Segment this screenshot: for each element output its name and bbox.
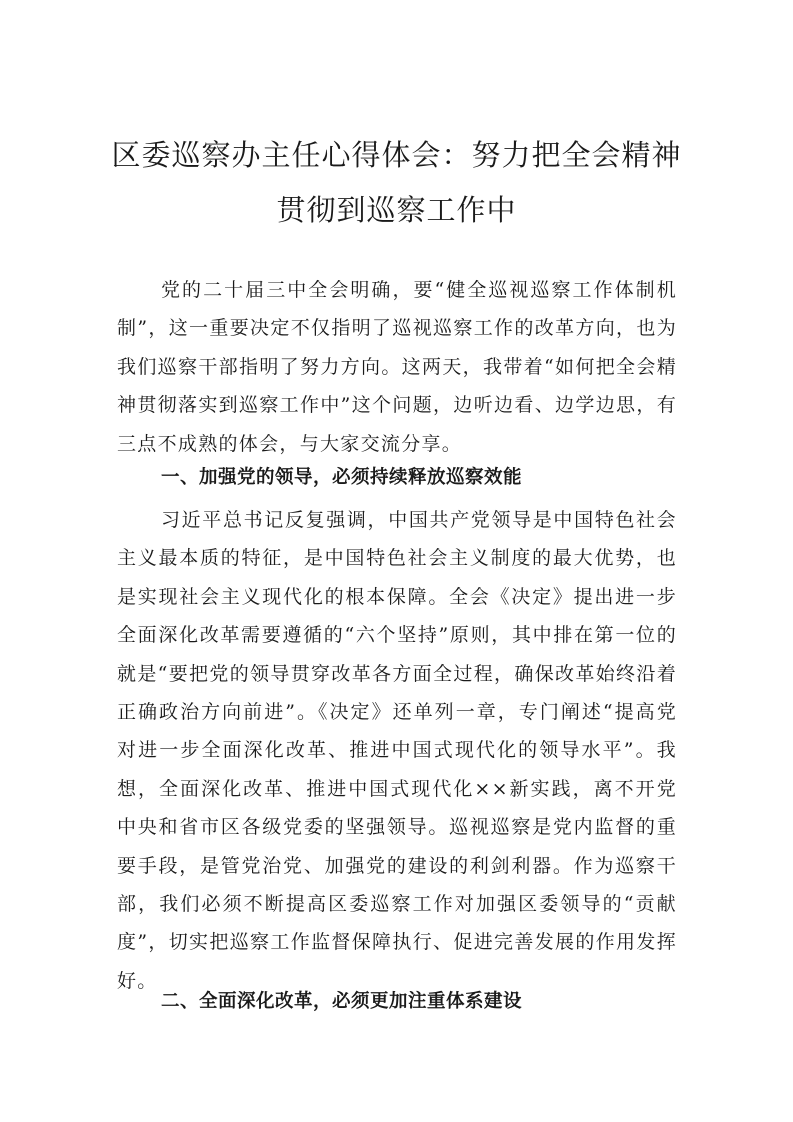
section-heading-2: 二、全面深化改革，必须更加注重体系建设 xyxy=(161,991,523,1012)
intro-paragraph: 党的二十届三中全会明确，要“健全巡视巡察工作体制机制”，这一重要决定不仅指明了巡视巡察工作的改革方向，也为我们巡察干部指明了努力方向。这两天，我带着“如何把全会精神贯彻落实到巡察工作中”这个问题，边听边看、边学边思，有三点不成熟的体会，与大家交流分享。 xyxy=(117,279,677,455)
document-title-line-2: 贯彻到巡察工作中 xyxy=(276,193,517,227)
section-heading-1: 一、加强党的领导，必须持续释放巡察效能 xyxy=(161,467,523,488)
document-title-line-1: 区委巡察办主任心得体会：努力把全会精神 xyxy=(111,138,682,172)
section-1-paragraph: 习近平总书记反复强调，中国共产党领导是中国特色社会主义最本质的特征，是中国特色社会主义制度的最大优势，也是实现社会主义现代化的根本保障。全会《决定》提出进一步全面深化改革需要遵循的“六个坚持”原则，其中排在第一位的就是“要把党的领导贯穿改革各方面全过程，确保改革始终沿着正确政治方向前进”。《决定》还单列一章，专门阐述“提高党对进一步全面深化改革、推进中国式现代化的领导水平”。我想，全面深化改革、推进中国式现代化××新实践，离不开党中央和省市区各级党委的坚强领导。巡视巡察是党内监督的重要手段，是管党治党、加强党的建设的利剑利器。作为巡察干部，我们必须不断提高区委巡察工作对加强区委领导的“贡献度”，切实把巡察工作监督保障执行、促进完善发展的作用发挥好。 xyxy=(117,509,677,992)
